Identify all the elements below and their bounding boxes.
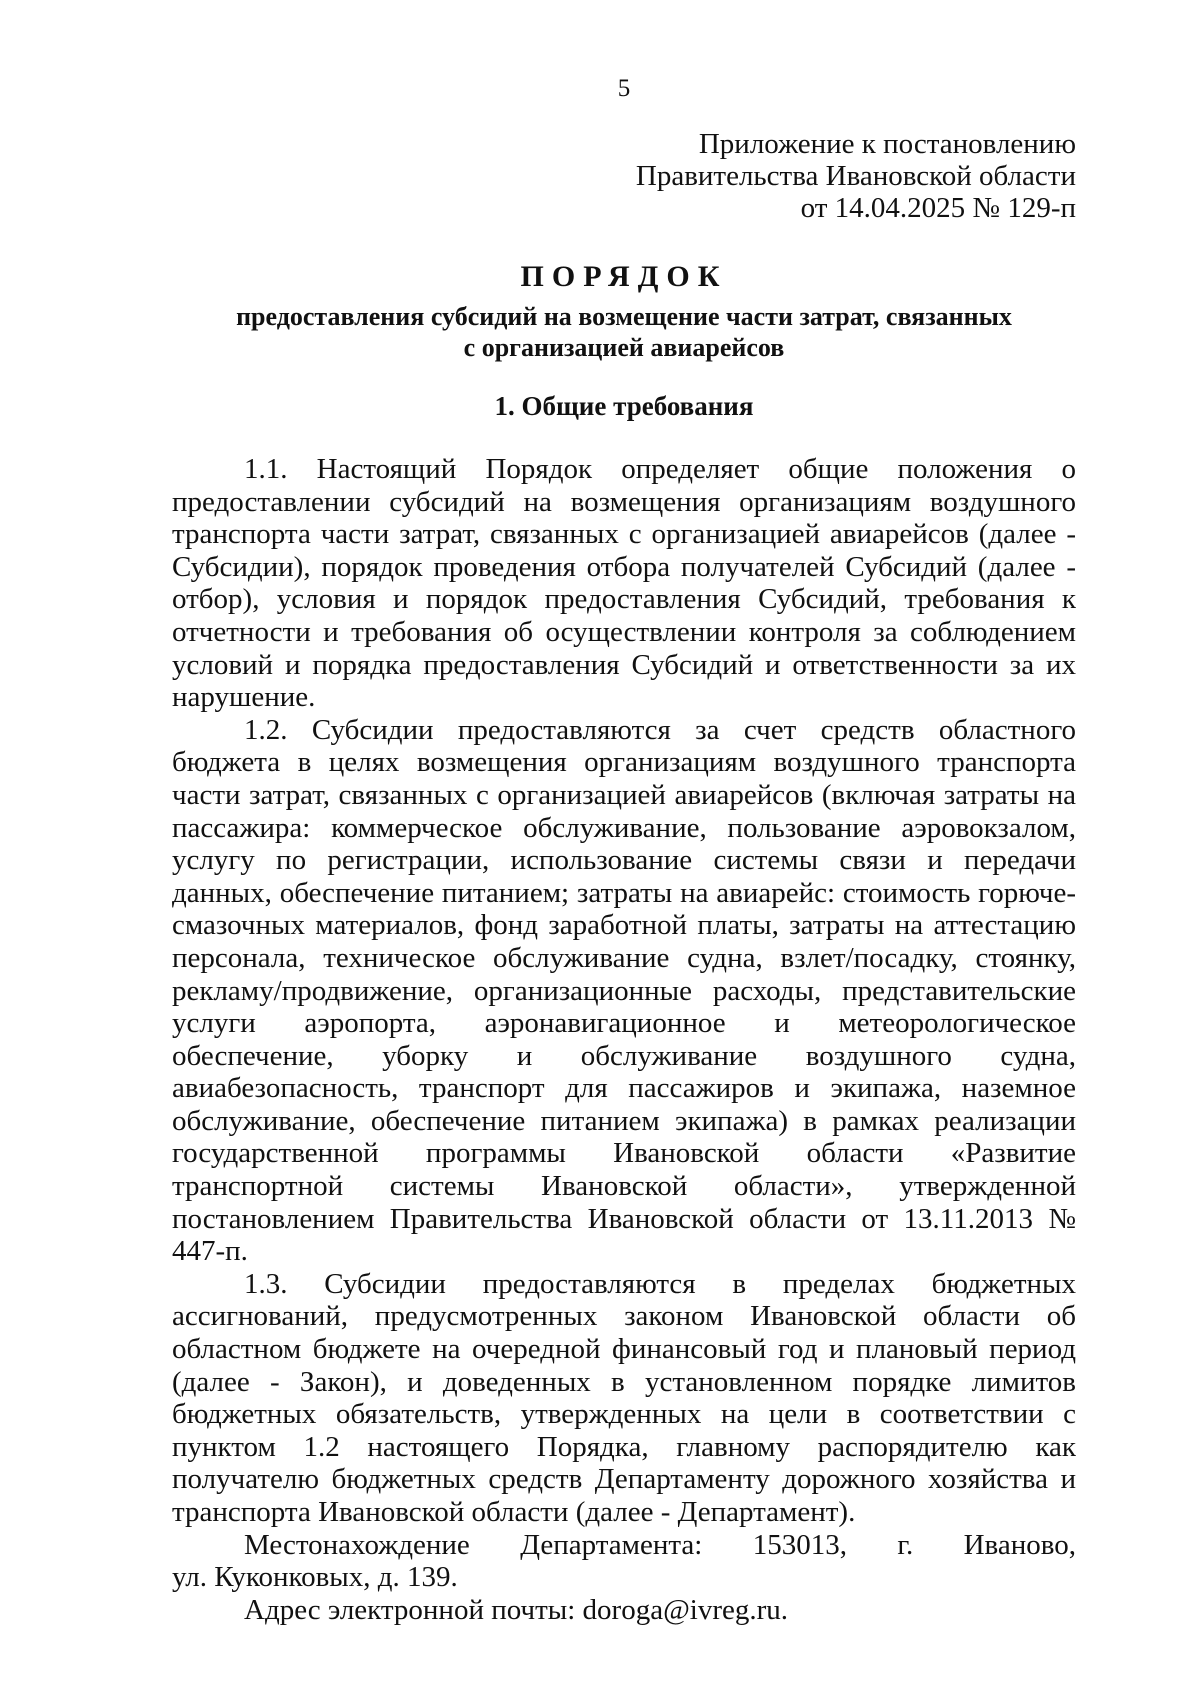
document-subtitle-line-1: предоставления субсидий на возмещение части затрат, связанных [236, 302, 1012, 331]
appendix-line-2: Правительства Ивановской области [635, 160, 1076, 192]
paragraph-1-3: 1.3. Субсидии предоставляются в пределах бюджетных ассигнований, предусмотренных законом Ивановской области об областном бюджете на очередной финансовый год и плановый период (далее - Закон), и доведенных в установленном порядке лимитов бюджетных обязательств, утвержденных на цели в соответствии с пунктом 1.2 настоящего Порядка, главному распорядителю как получателю бюджетных средств Департаменту дорожного хозяйства и транспорта Ивановской области (далее - Департамент). [172, 1267, 1076, 1528]
paragraph-1-1: 1.1. Настоящий Порядок определяет общие положения о предоставлении субсидий на возмещения организациям воздушного транспорта части затрат, связанных с организацией авиарейсов (далее - Субсидии), порядок проведения отбора получателей Субсидий (далее - отбор), условия и порядок предоставления Субсидий, требования к отчетности и требования об осуществлении контроля за соблюдением условий и порядка предоставления Субсидий и ответственности за их нарушение. [172, 453, 1076, 714]
document-title-block [172, 258, 1076, 363]
document-subtitle-line-2: с организацией авиарейсов [463, 333, 785, 362]
appendix-line-3: от 14.04.2025 № 129-п [800, 192, 1076, 224]
page-number: 5 [617, 75, 631, 102]
document-body [172, 453, 1076, 1626]
paragraph-1-2: 1.2. Субсидии предоставляются за счет средств областного бюджета в целях возмещения организациям воздушного транспорта части затрат, связанных с организацией авиарейсов (включая затраты на пассажира: коммерческое обслуживание, пользование аэровокзалом, услугу по регистрации, использование системы связи и передачи данных, обеспечение питанием; затраты на авиарейс: стоимость горюче-смазочных материалов, фонд заработной платы, затраты на аттестацию персонала, техническое обслуживание судна, взлет/посадку, стоянку, рекламу/продвижение, организационные расходы, представительские услуги аэропорта, аэронавигационное и метеорологическое обеспечение, уборку и обслуживание воздушного судна, авиабезопасность, транспорт для пассажиров и экипажа, наземное обслуживание, обеспечение питанием экипажа) в рамках реализации государственной программы Ивановской области «Развитие транспортной системы Ивановской области», утвержденной постановлением Правительства Ивановской области от 13.11.2013 № 447-п. [172, 713, 1076, 1268]
appendix-line-1: Приложение к постановлению [698, 128, 1076, 160]
section-heading: 1. Общие требования [494, 391, 754, 421]
document-subtitle [172, 301, 1076, 363]
appendix-note [636, 128, 1076, 224]
email-line: Адрес электронной почты: doroga@ivreg.ru. [244, 1593, 789, 1626]
document-title: ПОРЯДОК [520, 260, 728, 293]
location-line-2: ул. Куконковых, д. 139. [172, 1561, 458, 1594]
location-line-1: Местонахождение Департамента: 153013, г. Иваново, [244, 1528, 1076, 1561]
